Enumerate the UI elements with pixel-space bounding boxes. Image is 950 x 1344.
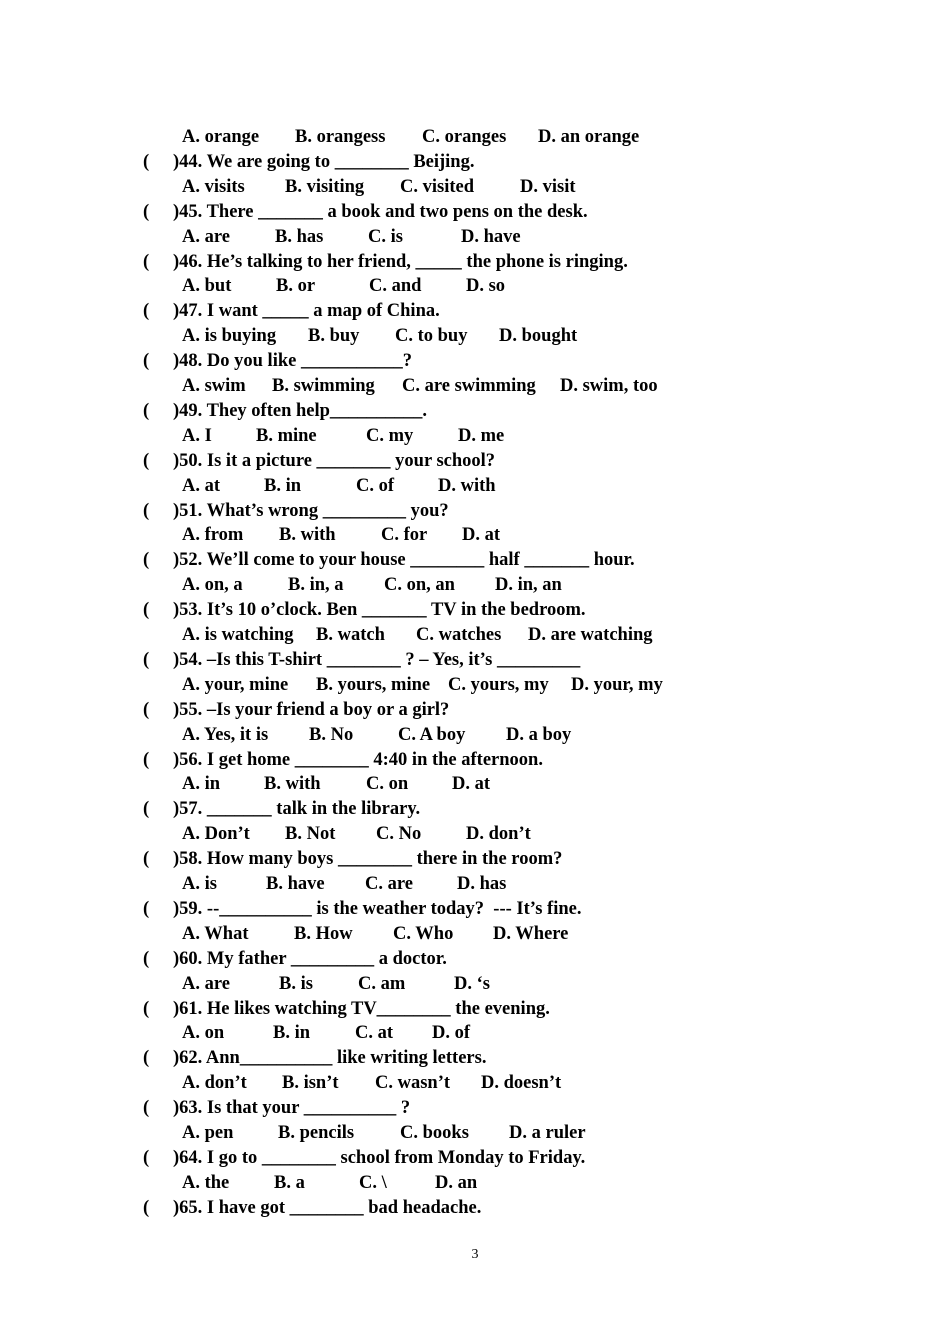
answer-blank-paren: ( (143, 301, 150, 322)
option-a: A. visits (182, 176, 245, 197)
option-b: B. is (279, 973, 313, 994)
page-number: 3 (471, 1247, 479, 1262)
option-a: A. is buying (182, 326, 277, 347)
question-text: )64. I go to ________ school from Monday to Friday. (173, 1147, 586, 1168)
option-d: D. so (466, 276, 506, 297)
option-b: B. isn’t (282, 1073, 339, 1094)
option-c: C. A boy (398, 724, 466, 745)
option-d: D. a ruler (509, 1123, 586, 1143)
option-b: B. pencils (278, 1123, 355, 1143)
option-a: A. but (182, 276, 232, 297)
option-a: A. Yes, it is (182, 724, 269, 745)
answer-blank-paren: ( (143, 898, 150, 919)
option-c: C. oranges (422, 127, 507, 147)
answer-blank-paren: ( (143, 550, 150, 571)
answer-blank-paren: ( (143, 600, 150, 621)
question-text: )65. I have got ________ bad headache. (173, 1197, 482, 1218)
option-c: C. am (358, 973, 406, 994)
question-text: )57. _______ talk in the library. (173, 799, 421, 820)
option-d: D. Where (493, 923, 569, 944)
option-b: B. yours, mine (316, 674, 431, 695)
option-d: D. are watching (528, 625, 653, 645)
option-d: D. bought (499, 326, 578, 347)
option-c: C. are (365, 874, 413, 894)
option-b: B. a (274, 1172, 305, 1193)
option-d: D. your, my (571, 674, 663, 695)
option-c: C. watches (416, 625, 502, 645)
question-text: )48. Do you like ___________? (173, 351, 412, 372)
answer-blank-paren: ( (143, 998, 150, 1019)
option-a: A. from (182, 525, 244, 546)
option-b: B. in (273, 1023, 311, 1044)
answer-blank-paren: ( (143, 400, 150, 421)
answer-blank-paren: ( (143, 251, 150, 272)
option-d: D. an (435, 1172, 478, 1193)
answer-blank-paren: ( (143, 749, 150, 770)
question-text: )54. –Is this T-shirt ________ ? – Yes, it’s _________ (173, 649, 581, 670)
option-d: D. me (458, 425, 505, 446)
option-c: C. for (381, 525, 428, 546)
option-b: B. No (309, 724, 354, 745)
option-d: D. with (438, 475, 496, 496)
option-a: A. is (182, 874, 217, 894)
answer-blank-paren: ( (143, 948, 150, 969)
option-d: D. doesn’t (481, 1073, 562, 1094)
option-a: A. Don’t (182, 824, 250, 845)
option-a: A. in (182, 774, 221, 795)
option-b: B. visiting (285, 176, 365, 197)
answer-blank-paren: ( (143, 1147, 150, 1168)
option-b: B. How (294, 923, 353, 944)
question-text: )61. He likes watching TV________ the evening. (173, 998, 550, 1019)
answer-blank-paren: ( (143, 151, 150, 172)
option-d: D. at (462, 525, 501, 546)
answer-blank-paren: ( (143, 500, 150, 521)
question-text: )51. What’s wrong _________ you? (173, 500, 449, 521)
option-b: B. has (275, 226, 324, 247)
option-d: D. have (461, 226, 521, 247)
option-b: B. with (264, 774, 321, 795)
option-d: D. in, an (495, 575, 562, 596)
option-c: C. are swimming (402, 376, 536, 396)
option-c: C. books (400, 1123, 469, 1143)
answer-blank-paren: ( (143, 849, 150, 870)
option-c: C. on (366, 774, 409, 795)
option-d: D. an orange (538, 127, 640, 147)
option-a: A. orange (182, 127, 260, 147)
option-c: C. is (368, 226, 403, 247)
option-a: A. your, mine (182, 674, 289, 695)
option-c: C. wasn’t (375, 1073, 451, 1094)
option-b: B. in (264, 475, 302, 496)
option-a: A. are (182, 973, 230, 994)
answer-blank-paren: ( (143, 1098, 150, 1119)
option-d: D. at (452, 774, 491, 795)
option-a: A. on, a (182, 575, 243, 596)
question-text: )58. How many boys ________ there in the room? (173, 849, 563, 870)
option-c: C. \ (359, 1172, 387, 1193)
question-text: )55. –Is your friend a boy or a girl? (173, 699, 450, 720)
option-a: A. at (182, 475, 221, 496)
option-a: A. on (182, 1023, 225, 1044)
option-d: D. of (432, 1023, 471, 1044)
question-text: )44. We are going to ________ Beijing. (173, 151, 475, 172)
option-d: D. swim, too (560, 376, 658, 396)
option-d: D. ‘s (454, 973, 490, 994)
option-a: A. I (182, 425, 212, 446)
option-a: A. the (182, 1172, 230, 1193)
option-a: A. are (182, 226, 230, 247)
option-a: A. is watching (182, 625, 294, 645)
option-d: D. don’t (466, 824, 531, 845)
option-c: C. on, an (384, 575, 455, 596)
option-c: C. yours, my (448, 674, 549, 695)
question-text: )60. My father _________ a doctor. (173, 948, 447, 969)
option-c: C. No (376, 824, 422, 845)
option-b: B. or (276, 276, 316, 297)
option-b: B. have (266, 874, 325, 894)
question-text: )52. We’ll come to your house ________ half _______ hour. (173, 550, 635, 571)
answer-blank-paren: ( (143, 450, 150, 471)
answer-blank-paren: ( (143, 1048, 150, 1069)
question-text: )50. Is it a picture ________ your school? (173, 450, 496, 471)
option-c: C. visited (400, 176, 474, 197)
question-text: )45. There _______ a book and two pens on the desk. (173, 201, 588, 222)
answer-blank-paren: ( (143, 649, 150, 670)
question-text: )46. He’s talking to her friend, _____ the phone is ringing. (173, 251, 628, 272)
question-text: )59. --__________ is the weather today? --- It’s fine. (173, 898, 582, 919)
option-c: C. Who (393, 923, 454, 944)
option-c: C. at (355, 1023, 394, 1044)
option-c: C. and (369, 276, 422, 297)
option-d: D. a boy (506, 724, 572, 745)
answer-blank-paren: ( (143, 201, 150, 222)
option-a: A. don’t (182, 1073, 247, 1094)
option-b: B. mine (256, 425, 317, 446)
option-a: A. What (182, 923, 249, 944)
option-b: B. watch (316, 625, 385, 645)
answer-blank-paren: ( (143, 351, 150, 372)
question-text: )53. It’s 10 o’clock. Ben _______ TV in the bedroom. (173, 600, 586, 621)
question-text: )62. Ann__________ like writing letters. (173, 1048, 487, 1069)
option-a: A. pen (182, 1123, 234, 1143)
answer-blank-paren: ( (143, 699, 150, 720)
option-b: B. orangess (295, 127, 386, 147)
option-b: B. with (279, 525, 336, 546)
option-b: B. swimming (272, 376, 375, 396)
question-text: )49. They often help__________. (173, 400, 428, 421)
answer-blank-paren: ( (143, 1197, 150, 1218)
question-text: )56. I get home ________ 4:40 in the afternoon. (173, 749, 543, 770)
option-b: B. Not (285, 824, 336, 845)
option-c: C. to buy (395, 326, 468, 347)
answer-blank-paren: ( (143, 799, 150, 820)
option-d: D. has (457, 874, 507, 894)
option-c: C. my (366, 425, 414, 446)
option-a: A. swim (182, 376, 246, 396)
question-text: )63. Is that your __________ ? (173, 1098, 411, 1119)
option-d: D. visit (520, 176, 576, 197)
option-b: B. in, a (288, 575, 344, 596)
option-b: B. buy (308, 326, 360, 347)
question-text: )47. I want _____ a map of China. (173, 301, 440, 322)
option-c: C. of (356, 475, 395, 496)
